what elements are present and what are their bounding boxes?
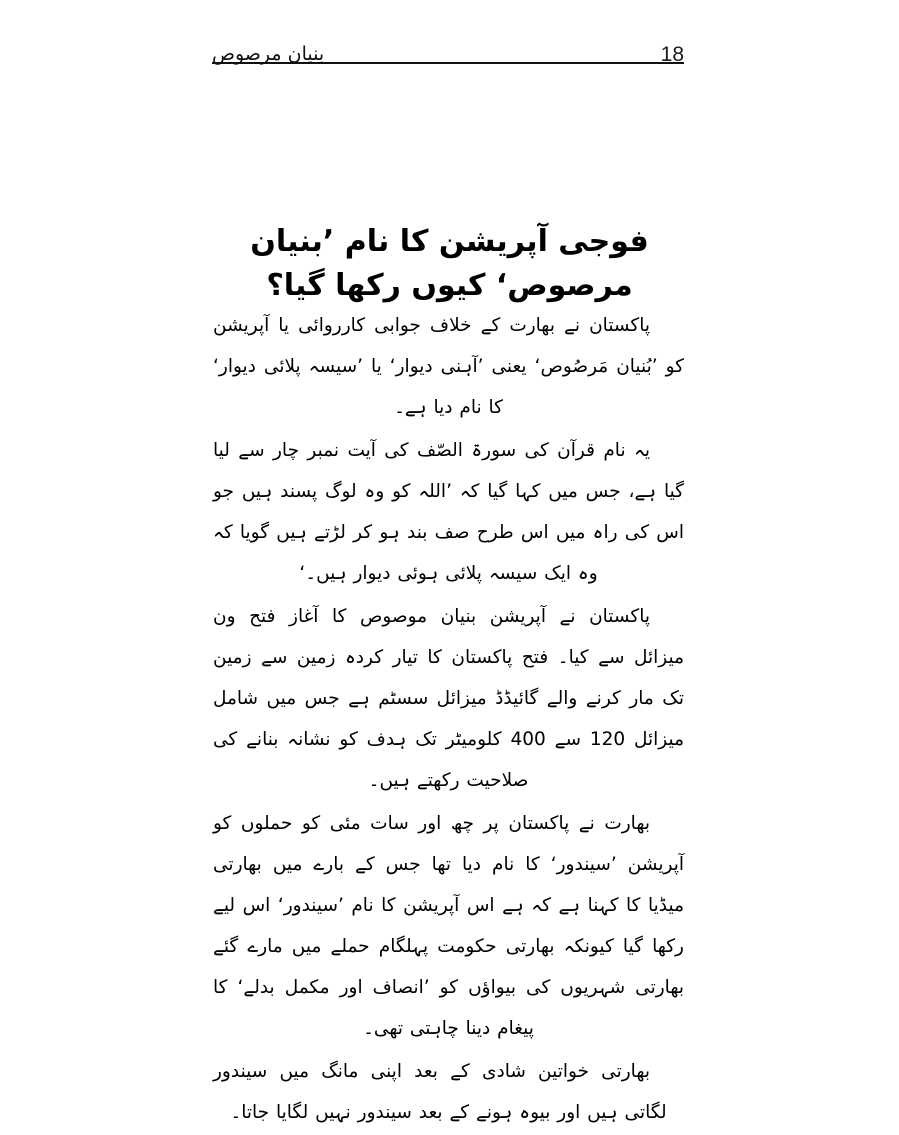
paragraph: پاکستان نے آپریشن بنیان موصوص کا آغاز فتح ون میزائل سے کیا۔ فتح پاکستان کا تیار کردہ زمین سے زمین تک مار کرنے والے گائیڈڈ میزائل سسٹم ہے جس میں شامل میزائل 120 سے 400 کلومیٹر تک ہدف کو نشانہ بنانے کی صلاحیت رکھتے ہیں۔ — [213, 606, 684, 791]
running-header — [212, 28, 684, 72]
chapter-title: فوجی آپریشن کا نام ’بنیان مرصوص‘ کیوں رکھا گیا؟ — [250, 224, 649, 303]
paragraph: بھارتی خواتین شادی کے بعد اپنی مانگ میں سیندور لگاتی ہیں اور بیوہ ہونے کے بعد سیندور نہیں لگایا جاتا۔ — [213, 1061, 667, 1123]
header-divider — [212, 62, 684, 64]
paragraph: پاکستان نے بھارت کے خلاف جوابی کارروائی یا آپریشن کو ’بُنیان مَرصُوص‘ یعنی ’آہنی دیوار‘ یا ’سیسہ پلائی دیوار‘ کا نام دیا ہے۔ — [213, 315, 684, 418]
paragraph: یہ نام قرآن کی سورۃ الصّف کی آیت نمبر چار سے لیا گیا ہے، جس میں کہا گیا کہ ’اللہ کو وہ لوگ پسند ہیں جو اس کی راہ میں اس طرح صف بند ہو کر لڑتے ہیں گویا کہ وہ ایک سیسہ پلائی ہوئی دیوار ہیں۔‘ — [213, 440, 684, 584]
body-text — [213, 305, 684, 1135]
header-row — [212, 28, 684, 66]
paragraph: بھارت نے پاکستان پر چھ اور سات مئی کو حملوں کو آپریشن ’سیندور‘ کا نام دیا تھا جس کے بارے میں بھارتی میڈیا کا کہنا ہے کہ ہے اس آپریشن کا نام ’سیندور‘ اس لیے رکھا گیا کیونکہ بھارتی حکومت پہلگام حملے میں مارے گئے بھارتی شہریوں کی بیواؤں کو ’انصاف اور مکمل بدلے‘ کا پیغام دینا چاہتی تھی۔ — [213, 813, 684, 1039]
page-number: 18 — [660, 43, 684, 66]
book-title: بنیان مرصوص — [212, 43, 325, 66]
